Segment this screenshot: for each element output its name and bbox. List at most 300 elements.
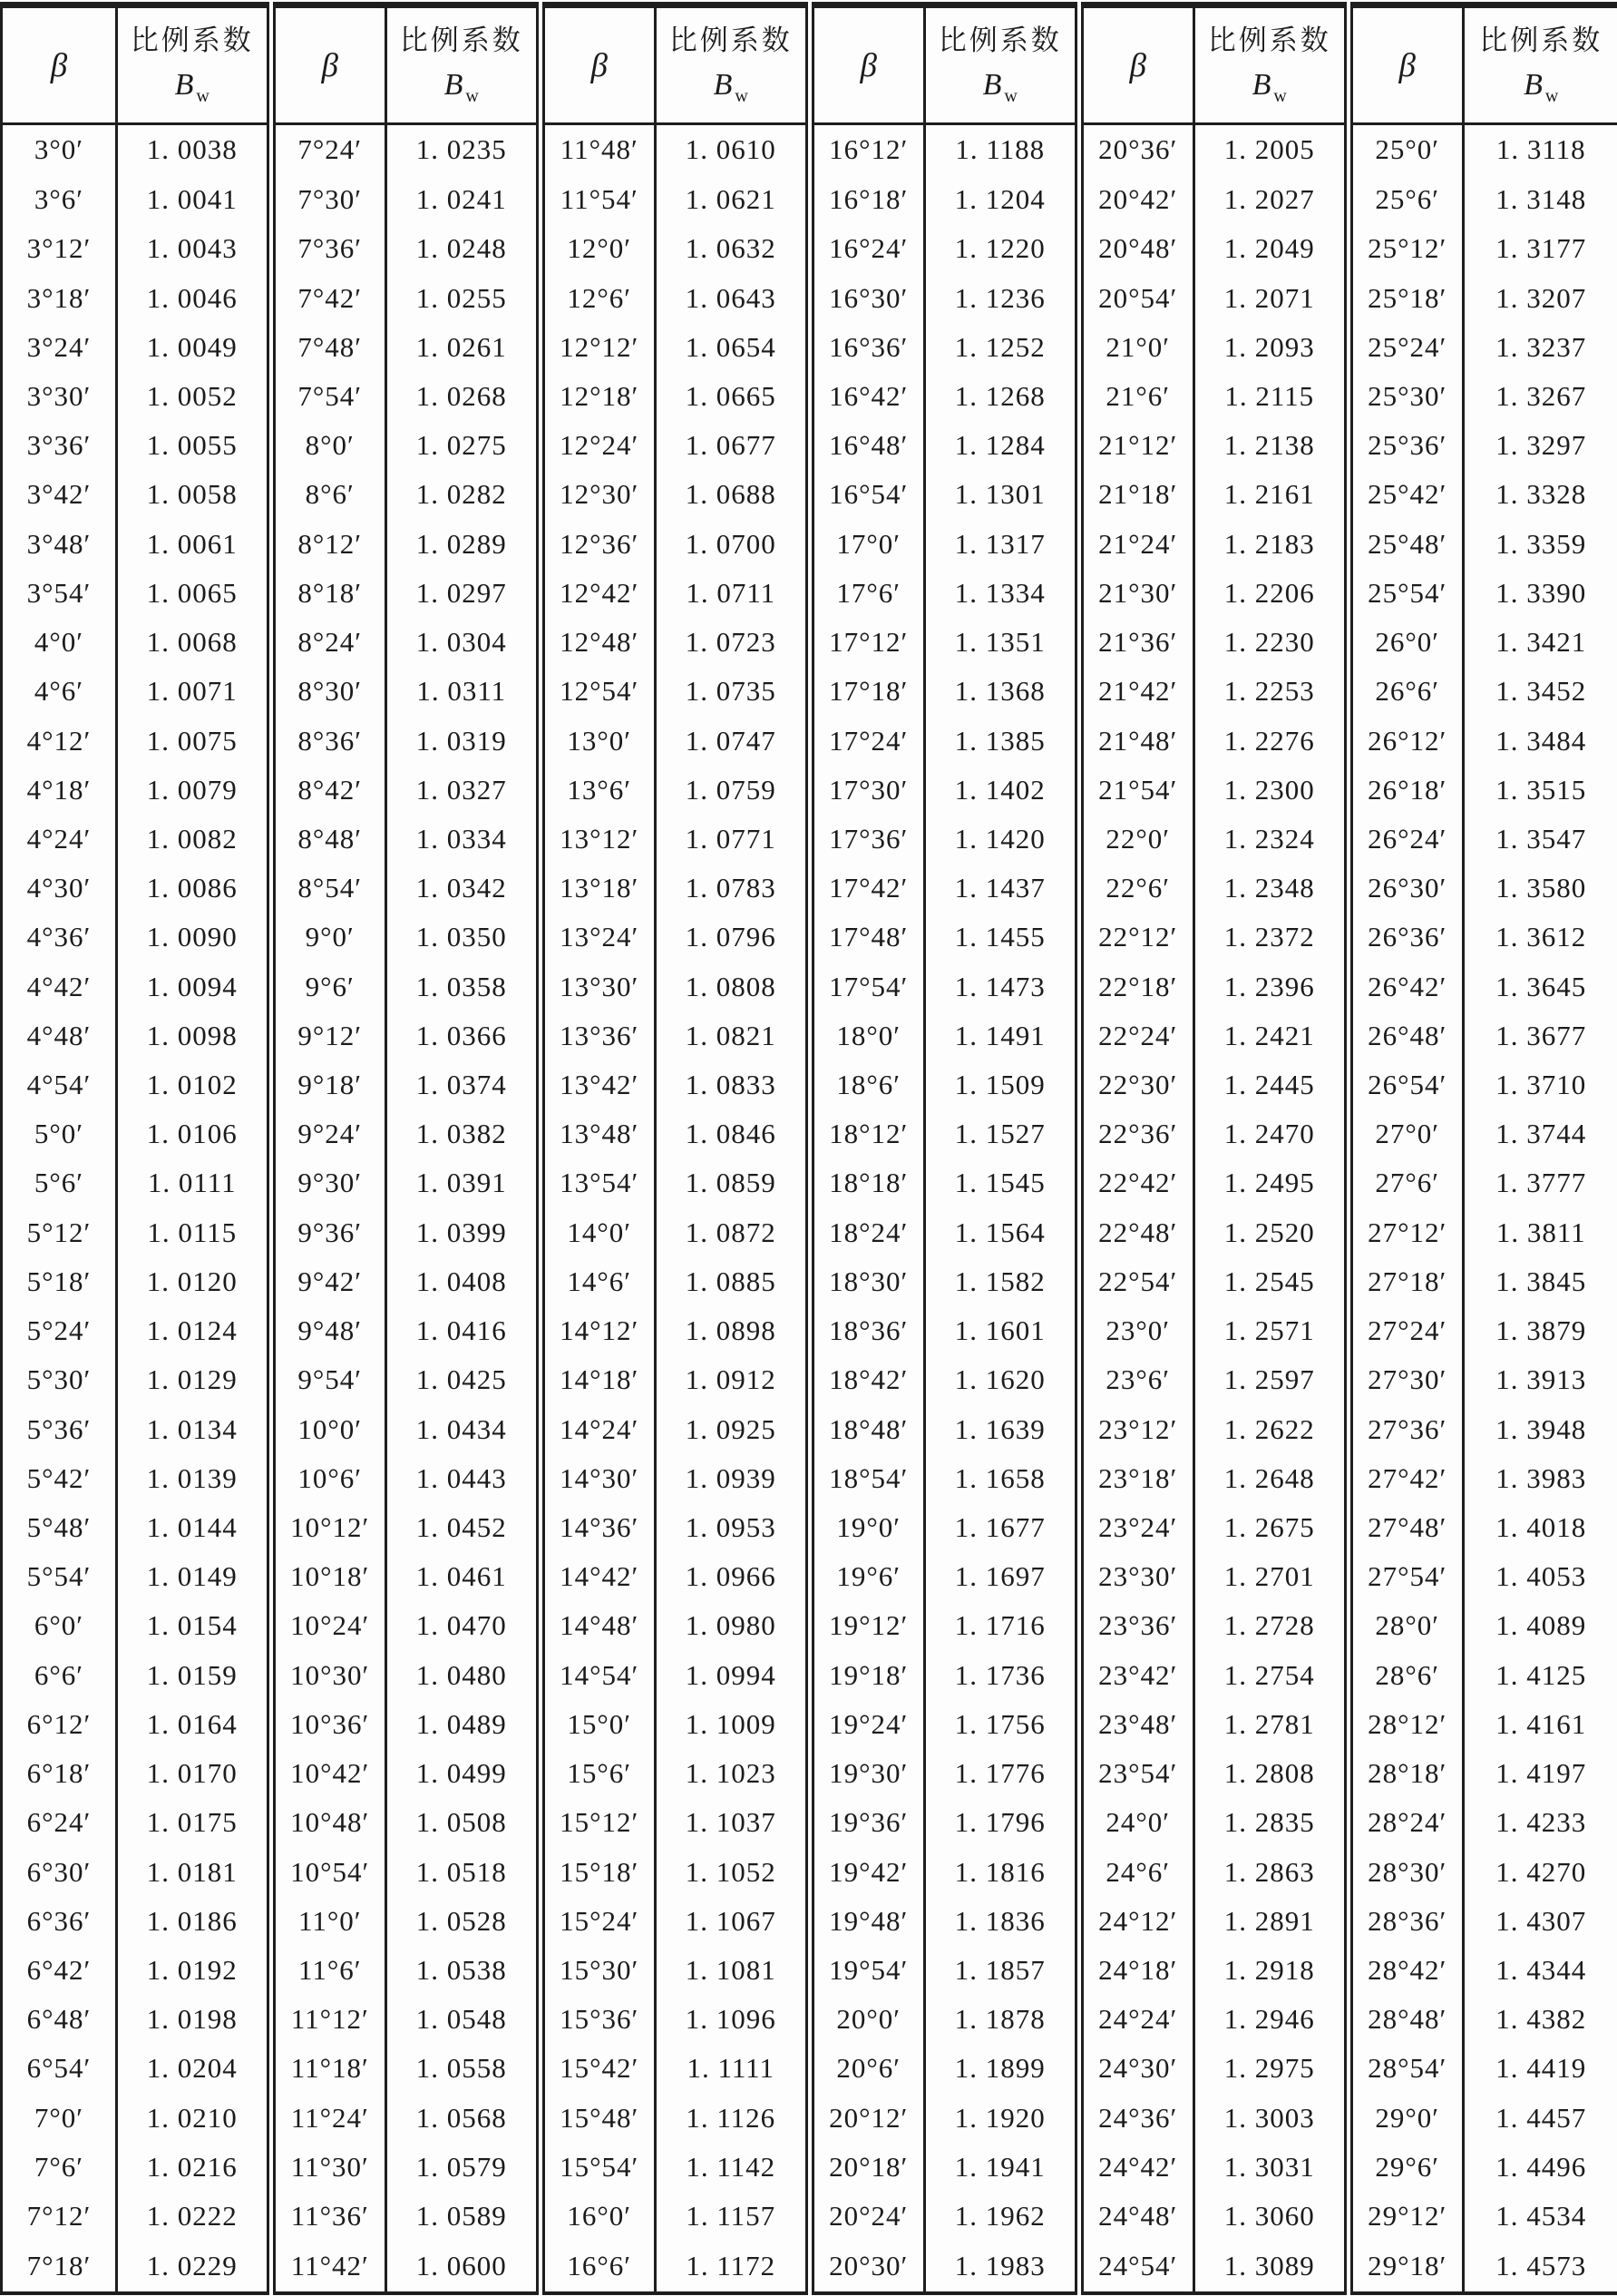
value-cell: 1. 0808 xyxy=(656,962,810,1011)
value-cell: 1. 4457 xyxy=(1495,2101,1587,2134)
value-cell: 1. 0688 xyxy=(656,470,810,519)
value-cell: 1. 0046 xyxy=(117,273,271,322)
angle-cell: 9°30′ xyxy=(271,1158,386,1207)
angle-cell: 19°30′ xyxy=(810,1749,925,1798)
angle-cell: 15°6′ xyxy=(541,1749,656,1798)
angle-cell: 8°18′ xyxy=(271,569,386,618)
value-cell: 1. 2675 xyxy=(1194,1503,1349,1552)
angle-cell: 8°30′ xyxy=(271,667,386,716)
angle-cell: 24°0′ xyxy=(1079,1798,1194,1847)
angle-cell: 9°18′ xyxy=(271,1060,386,1109)
table-row xyxy=(2,224,1617,273)
value-cell: 1. 0859 xyxy=(656,1158,810,1207)
header-coef-label: 比例系数 xyxy=(668,24,793,56)
table-row xyxy=(2,1404,1617,1453)
angle-cell: 6°6′ xyxy=(2,1651,117,1700)
angle-cell: 22°18′ xyxy=(1079,962,1194,1011)
value-cell: 1. 0796 xyxy=(656,913,810,962)
angle-cell: 5°12′ xyxy=(2,1208,117,1257)
value-cell: 1. 0408 xyxy=(386,1257,541,1306)
value-cell: 1. 1236 xyxy=(925,273,1079,322)
value-cell: 1. 1601 xyxy=(925,1306,1079,1355)
angle-cell: 21°36′ xyxy=(1079,618,1194,667)
angle-cell: 13°18′ xyxy=(541,864,656,913)
angle-cell: 27°12′ xyxy=(1349,1208,1464,1257)
table-row xyxy=(2,2192,1617,2241)
angle-cell: 14°36′ xyxy=(541,1503,656,1552)
angle-cell: 19°24′ xyxy=(810,1700,925,1749)
table-row xyxy=(2,1257,1617,1306)
value-cell: 1. 1172 xyxy=(656,2241,810,2293)
value-cell: 1. 2276 xyxy=(1194,716,1349,765)
angle-cell: 7°30′ xyxy=(271,175,386,224)
value-cell: 1. 1836 xyxy=(925,1897,1079,1946)
value-cell: 1. 0149 xyxy=(117,1552,271,1601)
angle-cell: 23°36′ xyxy=(1079,1601,1194,1650)
value-cell: 1. 2300 xyxy=(1194,766,1349,815)
angle-cell: 28°0′ xyxy=(1349,1601,1464,1650)
angle-cell: 20°54′ xyxy=(1079,273,1194,322)
value-cell: 1. 3580 xyxy=(1495,872,1587,904)
value-cell: 1. 4496 xyxy=(1495,2150,1587,2183)
value-cell: 1. 1111 xyxy=(656,2044,810,2093)
value-cell: 1. 1545 xyxy=(925,1158,1079,1207)
value-cell: 1. 3421 xyxy=(1495,626,1587,659)
angle-cell: 8°24′ xyxy=(271,618,386,667)
value-cell: 1. 0872 xyxy=(656,1208,810,1257)
value-cell: 1. 2445 xyxy=(1194,1060,1349,1109)
angle-cell: 23°42′ xyxy=(1079,1651,1194,1700)
angle-cell: 15°42′ xyxy=(541,2044,656,2093)
angle-cell: 7°12′ xyxy=(2,2192,117,2241)
value-cell: 1. 2324 xyxy=(1194,815,1349,864)
value-cell: 1. 1756 xyxy=(925,1700,1079,1749)
angle-cell: 19°42′ xyxy=(810,1847,925,1896)
value-cell: 1. 1455 xyxy=(925,913,1079,962)
value-cell: 1. 1284 xyxy=(925,421,1079,470)
angle-cell: 12°30′ xyxy=(541,470,656,519)
value-cell: 1. 1037 xyxy=(656,1798,810,1847)
header-coefficient xyxy=(1464,5,1617,124)
angle-cell: 27°36′ xyxy=(1349,1404,1464,1453)
value-cell: 1. 2372 xyxy=(1194,913,1349,962)
value-cell: 1. 2421 xyxy=(1194,1011,1349,1060)
table-row xyxy=(2,1897,1617,1946)
value-cell: 1. 0068 xyxy=(117,618,271,667)
value-cell: 1. 0255 xyxy=(386,273,541,322)
angle-cell: 18°18′ xyxy=(810,1158,925,1207)
angle-cell: 3°30′ xyxy=(2,372,117,421)
value-cell: 1. 0912 xyxy=(656,1355,810,1404)
angle-cell: 24°54′ xyxy=(1079,2241,1194,2293)
angle-cell: 24°12′ xyxy=(1079,1897,1194,1946)
angle-cell: 15°0′ xyxy=(541,1700,656,1749)
angle-cell: 16°12′ xyxy=(810,124,925,175)
value-cell: 1. 0229 xyxy=(117,2241,271,2293)
angle-cell: 18°0′ xyxy=(810,1011,925,1060)
value-cell: 1. 1816 xyxy=(925,1847,1079,1896)
angle-cell: 10°18′ xyxy=(271,1552,386,1601)
angle-cell: 24°6′ xyxy=(1079,1847,1194,1896)
value-cell: 1. 3811 xyxy=(1495,1216,1586,1248)
angle-cell: 25°18′ xyxy=(1349,273,1464,322)
angle-cell: 13°0′ xyxy=(541,716,656,765)
angle-cell: 15°54′ xyxy=(541,2143,656,2192)
value-cell: 1. 0327 xyxy=(386,766,541,815)
value-cell: 1. 0134 xyxy=(117,1404,271,1453)
value-cell: 1. 0489 xyxy=(386,1700,541,1749)
angle-cell: 3°36′ xyxy=(2,421,117,470)
angle-cell: 20°0′ xyxy=(810,1995,925,2044)
value-cell: 1. 0289 xyxy=(386,520,541,569)
angle-cell: 8°36′ xyxy=(271,716,386,765)
angle-cell: 20°36′ xyxy=(1079,124,1194,175)
value-cell: 1. 0759 xyxy=(656,766,810,815)
coef-symbol-subscript: w xyxy=(1273,86,1287,107)
angle-cell: 21°30′ xyxy=(1079,569,1194,618)
angle-cell: 29°12′ xyxy=(1349,2192,1464,2241)
header-coefficient xyxy=(117,5,271,124)
angle-cell: 7°36′ xyxy=(271,224,386,273)
value-cell: 1. 1268 xyxy=(925,372,1079,421)
value-cell: 1. 1983 xyxy=(925,2241,1079,2293)
angle-cell: 29°0′ xyxy=(1349,2094,1464,2143)
value-cell: 1. 2622 xyxy=(1194,1404,1349,1453)
angle-cell: 26°18′ xyxy=(1349,766,1464,815)
value-cell: 1. 1081 xyxy=(656,1946,810,1995)
angle-cell: 14°12′ xyxy=(541,1306,656,1355)
angle-cell: 4°0′ xyxy=(2,618,117,667)
value-cell: 1. 0297 xyxy=(386,569,541,618)
value-cell: 1. 4233 xyxy=(1495,1806,1587,1839)
table-row xyxy=(2,1355,1617,1404)
angle-cell: 8°42′ xyxy=(271,766,386,815)
table-row xyxy=(2,323,1617,372)
value-cell: 1. 0925 xyxy=(656,1404,810,1453)
value-cell: 1. 0654 xyxy=(656,323,810,372)
angle-cell: 14°54′ xyxy=(541,1651,656,1700)
value-cell: 1. 0115 xyxy=(117,1208,271,1257)
angle-cell: 11°12′ xyxy=(271,1995,386,2044)
angle-cell: 18°12′ xyxy=(810,1109,925,1158)
header-angle-label: β xyxy=(810,5,925,124)
value-cell: 1. 3297 xyxy=(1495,429,1587,462)
table-row xyxy=(2,421,1617,470)
angle-cell: 13°36′ xyxy=(541,1011,656,1060)
angle-cell: 17°48′ xyxy=(810,913,925,962)
value-cell: 1. 4270 xyxy=(1495,1855,1587,1888)
value-cell: 1. 0508 xyxy=(386,1798,541,1847)
table-row xyxy=(2,273,1617,322)
table-row xyxy=(2,1454,1617,1503)
angle-cell: 6°24′ xyxy=(2,1798,117,1847)
value-cell: 1. 4125 xyxy=(1495,1658,1587,1691)
table-row xyxy=(2,1946,1617,1995)
value-cell: 1. 0579 xyxy=(386,2143,541,2192)
angle-cell: 13°30′ xyxy=(541,962,656,1011)
value-cell: 1. 0677 xyxy=(656,421,810,470)
angle-cell: 17°36′ xyxy=(810,815,925,864)
angle-cell: 3°0′ xyxy=(2,124,117,175)
angle-cell: 21°0′ xyxy=(1079,323,1194,372)
value-cell: 1. 4197 xyxy=(1495,1757,1587,1790)
value-cell: 1. 1491 xyxy=(925,1011,1079,1060)
value-cell: 1. 3148 xyxy=(1495,183,1587,216)
value-cell: 1. 1188 xyxy=(925,124,1079,175)
table-row xyxy=(2,1060,1617,1109)
angle-cell: 18°6′ xyxy=(810,1060,925,1109)
value-cell: 1. 0175 xyxy=(117,1798,271,1847)
value-cell: 1. 0538 xyxy=(386,1946,541,1995)
angle-cell: 22°36′ xyxy=(1079,1109,1194,1158)
angle-cell: 11°48′ xyxy=(541,124,656,175)
angle-cell: 6°48′ xyxy=(2,1995,117,2044)
angle-cell: 4°18′ xyxy=(2,766,117,815)
angle-cell: 12°48′ xyxy=(541,618,656,667)
value-cell: 1. 1301 xyxy=(925,470,1079,519)
value-cell: 1. 0470 xyxy=(386,1601,541,1650)
table-row xyxy=(2,1306,1617,1355)
value-cell: 1. 4307 xyxy=(1495,1904,1587,1937)
angle-cell: 5°48′ xyxy=(2,1503,117,1552)
angle-cell: 3°48′ xyxy=(2,520,117,569)
angle-cell: 12°0′ xyxy=(541,224,656,273)
value-cell: 1. 0416 xyxy=(386,1306,541,1355)
angle-cell: 16°42′ xyxy=(810,372,925,421)
value-cell: 1. 2520 xyxy=(1194,1208,1349,1257)
value-cell: 1. 4089 xyxy=(1495,1609,1587,1642)
coef-symbol-letter: B xyxy=(713,68,733,103)
angle-cell: 25°30′ xyxy=(1349,372,1464,421)
angle-cell: 10°24′ xyxy=(271,1601,386,1650)
angle-cell: 15°48′ xyxy=(541,2094,656,2143)
value-cell: 1. 1677 xyxy=(925,1503,1079,1552)
value-cell: 1. 3267 xyxy=(1495,379,1587,412)
angle-cell: 25°36′ xyxy=(1349,421,1464,470)
angle-cell: 16°6′ xyxy=(541,2241,656,2293)
value-cell: 1. 2071 xyxy=(1194,273,1349,322)
angle-cell: 6°30′ xyxy=(2,1847,117,1896)
coef-symbol-letter: B xyxy=(174,68,194,103)
header-angle-label: β xyxy=(1079,5,1194,124)
value-cell: 1. 0043 xyxy=(117,224,271,273)
value-cell: 1. 0170 xyxy=(117,1749,271,1798)
value-cell: 1. 0518 xyxy=(386,1847,541,1896)
value-cell: 1. 4419 xyxy=(1495,2052,1587,2085)
angle-cell: 4°36′ xyxy=(2,913,117,962)
angle-cell: 3°18′ xyxy=(2,273,117,322)
value-cell: 1. 0723 xyxy=(656,618,810,667)
angle-cell: 7°6′ xyxy=(2,2143,117,2192)
value-cell: 1. 0425 xyxy=(386,1355,541,1404)
angle-cell: 8°12′ xyxy=(271,520,386,569)
angle-cell: 14°6′ xyxy=(541,1257,656,1306)
value-cell: 1. 3845 xyxy=(1495,1265,1587,1297)
value-cell: 1. 0600 xyxy=(386,2241,541,2293)
angle-cell: 19°36′ xyxy=(810,1798,925,1847)
value-cell: 1. 0038 xyxy=(117,124,271,175)
angle-cell: 26°36′ xyxy=(1349,913,1464,962)
angle-cell: 28°42′ xyxy=(1349,1946,1464,1995)
value-cell: 1. 1067 xyxy=(656,1897,810,1946)
angle-cell: 7°54′ xyxy=(271,372,386,421)
value-cell: 1. 3645 xyxy=(1495,970,1587,1002)
table-row xyxy=(2,815,1617,864)
value-cell: 1. 3031 xyxy=(1194,2143,1349,2192)
angle-cell: 21°48′ xyxy=(1079,716,1194,765)
value-cell: 1. 2396 xyxy=(1194,962,1349,1011)
value-cell: 1. 3948 xyxy=(1495,1412,1587,1445)
angle-cell: 13°48′ xyxy=(541,1109,656,1158)
table-body xyxy=(2,124,1617,2294)
value-cell: 1. 2571 xyxy=(1194,1306,1349,1355)
header-angle-label: β xyxy=(541,5,656,124)
value-cell: 1. 2835 xyxy=(1194,1798,1349,1847)
value-cell: 1. 0154 xyxy=(117,1601,271,1650)
angle-cell: 5°18′ xyxy=(2,1257,117,1306)
angle-cell: 17°12′ xyxy=(810,618,925,667)
angle-cell: 26°48′ xyxy=(1349,1011,1464,1060)
value-cell: 1. 0106 xyxy=(117,1109,271,1158)
value-cell: 1. 0434 xyxy=(386,1404,541,1453)
coef-symbol-letter: B xyxy=(1524,68,1543,103)
value-cell: 1. 0159 xyxy=(117,1651,271,1700)
angle-cell: 12°18′ xyxy=(541,372,656,421)
angle-cell: 7°42′ xyxy=(271,273,386,322)
angle-cell: 10°42′ xyxy=(271,1749,386,1798)
value-cell: 1. 0382 xyxy=(386,1109,541,1158)
coef-symbol-letter: B xyxy=(982,68,1002,103)
angle-cell: 23°30′ xyxy=(1079,1552,1194,1601)
table-row xyxy=(2,1552,1617,1601)
value-cell: 1. 0350 xyxy=(386,913,541,962)
value-cell: 1. 0898 xyxy=(656,1306,810,1355)
table-row xyxy=(2,1651,1617,1700)
table-row xyxy=(2,1158,1617,1207)
value-cell: 1. 0041 xyxy=(117,175,271,224)
value-cell: 1. 0102 xyxy=(117,1060,271,1109)
value-cell: 1. 2891 xyxy=(1194,1897,1349,1946)
angle-cell: 26°42′ xyxy=(1349,962,1464,1011)
angle-cell: 23°6′ xyxy=(1079,1355,1194,1404)
table-row xyxy=(2,1208,1617,1257)
value-cell: 1. 0610 xyxy=(656,124,810,175)
table-row xyxy=(2,913,1617,962)
value-cell: 1. 0747 xyxy=(656,716,810,765)
angle-cell: 19°48′ xyxy=(810,1897,925,1946)
value-cell: 1. 2975 xyxy=(1194,2044,1349,2093)
value-cell: 1. 0568 xyxy=(386,2094,541,2143)
table-row xyxy=(2,1700,1617,1749)
value-cell: 1. 0311 xyxy=(386,667,541,716)
value-cell: 1. 0966 xyxy=(656,1552,810,1601)
angle-cell: 24°24′ xyxy=(1079,1995,1194,2044)
header-coefficient xyxy=(1194,5,1349,124)
angle-cell: 3°6′ xyxy=(2,175,117,224)
value-cell: 1. 1582 xyxy=(925,1257,1079,1306)
table-row xyxy=(2,1995,1617,2044)
angle-cell: 28°12′ xyxy=(1349,1700,1464,1749)
angle-cell: 25°6′ xyxy=(1349,175,1464,224)
angle-cell: 14°30′ xyxy=(541,1454,656,1503)
value-cell: 1. 3003 xyxy=(1194,2094,1349,2143)
angle-cell: 26°30′ xyxy=(1349,864,1464,913)
value-cell: 1. 0391 xyxy=(386,1158,541,1207)
table-row xyxy=(2,372,1617,421)
table-row xyxy=(2,470,1617,519)
value-cell: 1. 1096 xyxy=(656,1995,810,2044)
value-cell: 1. 0334 xyxy=(386,815,541,864)
angle-cell: 3°24′ xyxy=(2,323,117,372)
angle-cell: 6°18′ xyxy=(2,1749,117,1798)
value-cell: 1. 0222 xyxy=(117,2192,271,2241)
value-cell: 1. 0980 xyxy=(656,1601,810,1650)
angle-cell: 4°24′ xyxy=(2,815,117,864)
value-cell: 1. 0499 xyxy=(386,1749,541,1798)
table-row xyxy=(2,618,1617,667)
angle-cell: 23°24′ xyxy=(1079,1503,1194,1552)
angle-cell: 18°30′ xyxy=(810,1257,925,1306)
value-cell: 1. 2138 xyxy=(1194,421,1349,470)
value-cell: 1. 3777 xyxy=(1495,1167,1587,1199)
angle-cell: 11°42′ xyxy=(271,2241,386,2293)
angle-cell: 16°36′ xyxy=(810,323,925,372)
angle-cell: 7°48′ xyxy=(271,323,386,372)
angle-cell: 29°18′ xyxy=(1349,2241,1464,2293)
value-cell: 1. 0052 xyxy=(117,372,271,421)
angle-cell: 25°54′ xyxy=(1349,569,1464,618)
value-cell: 1. 1697 xyxy=(925,1552,1079,1601)
angle-cell: 28°36′ xyxy=(1349,1897,1464,1946)
angle-cell: 15°30′ xyxy=(541,1946,656,1995)
angle-cell: 18°42′ xyxy=(810,1355,925,1404)
value-cell: 1. 4018 xyxy=(1495,1511,1587,1543)
value-cell: 1. 2754 xyxy=(1194,1651,1349,1700)
value-cell: 1. 0304 xyxy=(386,618,541,667)
value-cell: 1. 0528 xyxy=(386,1897,541,1946)
value-cell: 1. 1564 xyxy=(925,1208,1079,1257)
value-cell: 1. 0139 xyxy=(117,1454,271,1503)
angle-cell: 21°24′ xyxy=(1079,520,1194,569)
table-row xyxy=(2,1749,1617,1798)
angle-cell: 13°24′ xyxy=(541,913,656,962)
value-cell: 1. 0058 xyxy=(117,470,271,519)
angle-cell: 21°42′ xyxy=(1079,667,1194,716)
angle-cell: 26°54′ xyxy=(1349,1060,1464,1109)
angle-cell: 7°0′ xyxy=(2,2094,117,2143)
value-cell: 1. 2049 xyxy=(1194,224,1349,273)
table-row xyxy=(2,520,1617,569)
angle-cell: 27°0′ xyxy=(1349,1109,1464,1158)
angle-cell: 19°18′ xyxy=(810,1651,925,1700)
angle-cell: 13°12′ xyxy=(541,815,656,864)
value-cell: 1. 1220 xyxy=(925,224,1079,273)
value-cell: 1. 3547 xyxy=(1495,822,1587,855)
angle-cell: 10°12′ xyxy=(271,1503,386,1552)
value-cell: 1. 0461 xyxy=(386,1552,541,1601)
value-cell: 1. 0144 xyxy=(117,1503,271,1552)
value-cell: 1. 3913 xyxy=(1495,1363,1587,1396)
header-coefficient xyxy=(925,5,1079,124)
value-cell: 1. 0558 xyxy=(386,2044,541,2093)
angle-cell: 14°18′ xyxy=(541,1355,656,1404)
angle-cell: 28°48′ xyxy=(1349,1995,1464,2044)
table-row xyxy=(2,175,1617,224)
angle-cell: 16°54′ xyxy=(810,470,925,519)
angle-cell: 6°36′ xyxy=(2,1897,117,1946)
value-cell: 1. 0198 xyxy=(117,1995,271,2044)
header-coefficient xyxy=(386,5,541,124)
